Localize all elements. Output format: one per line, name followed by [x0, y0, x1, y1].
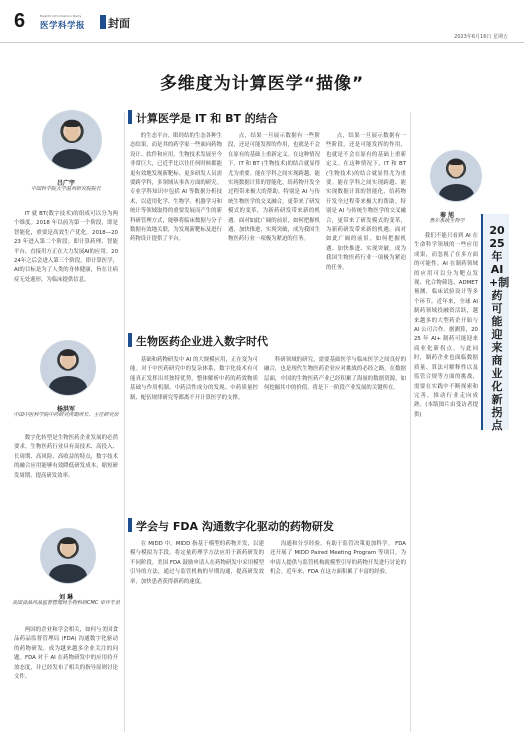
section-1-marker — [128, 110, 132, 124]
person-1-name: 吕广宇 — [56, 180, 75, 187]
column-1-bottom-text: 两国的企业和学会相关，如何与美国食品药品监督管理局 (FDA) 沟通数字化驱动的药物研发，成为越来越多企业关注的问题。FDA 对于 AI 在药物研发中的应用持开放态度，并已经发布了相关的指导原则讨论文件。 — [14, 627, 118, 681]
page-header — [0, 0, 524, 44]
sidebar-vertical-title: 2025年AI+制药可能迎来商业化新拐点 — [489, 224, 510, 432]
person-4-role: 美国食品药品监督管理局生物科研CMC 审评专员 — [12, 600, 120, 606]
issue-date: 2023年6月16日 星期五 — [454, 34, 508, 40]
column-3b-top-text: 点，结果一旦展示数据有一些阶段，还是可能发挥的作用，也就是不会在原有的基础上重新定义。在这种情况下，IT 和 BT (生物技术)的结合就显得尤为重要。能在学科之间实现跨越、能实现数据计算的智能化，给药物开发全过程带来极大的帮助。特别是 AI 与传统生物医学的交叉融合，更带来了研发模式的变革，为新药研发带来新的机遇。面对如此广阔的前景，如何把握机遇、加快推进、实现突破，成为我国生物医药行业一项极为紧迫的任务。 — [326, 133, 406, 271]
column-1-top-text: IT 就 BT(数字技术)的组成可以分为两个维度。2018 年以前为第一个阶段，即是智能化，重要是高效生产优化。2018—2023 年进入第二个阶段。即计算药理、智能平台、直接用方正在大力发展AI的应用。2024年之后会进入第三个阶段，即计算医学，AI的目标是为了人类的身体健康，旨在让病症无处遁形，为临床提供信息。 — [14, 211, 118, 283]
column-3-top-text: 点，结果一旦展示数据有一些阶段，还是可能发挥的作用，也就是不会在原有的基础上重新定义。在这种情况下，IT 和 BT (生物技术)的结合就显得尤为重要。能在学科之间实现跨越、能实现数据计算的智能化，给药物开发全过程带来极大的帮助。特别是 AI 与传统生物医学的交叉融合，更带来了研发模式的变革，为新药研发带来新的机遇。面对如此广阔的前景，如何把握机遇、加快推进、实现突破，成为我国生物医药行业一项极为紧迫的任务。 — [228, 133, 320, 243]
person-1-role: 中国科学院大学温州研究院院长 — [30, 186, 101, 192]
section-3-marker — [128, 518, 132, 532]
portrait-photo-2 — [430, 150, 482, 202]
column-divider — [124, 112, 125, 732]
page-number: 6 — [14, 10, 26, 32]
column-2-mid-text: 基础和药物研发中 AI 的大规模应用，正在变为可能。对于中医药研究中的复杂体系，数字化技术有可能真正发挥出其独特优势，整体解析中药的药效物质基础与作用机制。中药活性成分的发现、中药质量控制、配伍规律研究等都离不开计算医学的支撑。 — [130, 357, 258, 401]
column-divider — [410, 112, 411, 732]
main-headline: 多维度为计算医学“描像” — [159, 74, 365, 94]
person-4-name: 刘 琳 — [58, 594, 74, 601]
portrait-photo-1 — [42, 110, 102, 170]
section-2-marker — [128, 333, 132, 347]
section-2-title: 生物医药企业进入数字时代 — [136, 335, 268, 348]
header-divider — [0, 42, 524, 43]
column-1-mid-text: 数字化转型是生物医药企业发展的必然要求。生物医药行业具有高技术、高投入、长周期、高风险、高收益的特点，数字技术的融合应用能够有效降低研发成本、缩短研发周期、提高研发效率。 — [14, 435, 118, 479]
section-marker — [100, 15, 106, 29]
person-2-role: 鲁尔系统生物学 — [429, 218, 465, 224]
person-3-role: 中国中医科学院中药研究所副所长、主任研究员 — [13, 412, 119, 418]
masthead-logo — [40, 14, 98, 31]
portrait-photo-3 — [40, 340, 96, 396]
column-2-top-text: 的生态平台，眼经结的生态各种生态结果，而是其的药学家一些面向药物设计、软件和应用。生物技术发展至今非常巨大，已近乎比以往任何时候都能更有效地发现新靶标。更多研发人员需要跨学科，多领域从事各方面的研究。专业学科知识中包括 AI 等数据分析技术，以适用化学、生物学。机器学习和统计等领域取得的重要发展而产生的新科研管理方式，能够将临床数据与分子数据有效地关联，为发现新靶标及进行药物设计提供了平台。 — [130, 133, 222, 243]
section-name: 封面 — [108, 17, 130, 30]
portrait-photo-4 — [40, 528, 96, 584]
logo-chinese-text: 医学科学报 — [40, 21, 86, 31]
person-3-name: 杨洪军 — [56, 406, 75, 413]
column-3-bottom-text: 沟通和分享经验，有助于监管决策更加科学。 FDA 还开展了 MIDD Paired Meeting Program 等项目，为申请人提供与监管机构就模型引导的药物开发进行讨论的机会。近年来，FDA 在这方面积累了丰富的经验。 — [270, 541, 406, 576]
column-4-text: 我们不能只看到 AI 在生命科学领域的一些应用成果，而忽视了在多方面的可能性。AI 在制药领域的应用可以分为靶点发现、化合物筛选、ADMET 预测、临床试验设计等多个环节。近年来，全球 AI 制药领域投融资活跃，越来越多的大型药企开始与 AI 公司合作。据测算，2025 年 AI+ 制药可能迎来商业化新拐点。与此同时，制药企业也面临数据质量、算法可解释性以及监管合规等方面的挑战，需要在实践中不断探索和完善，推动行业走向成熟。(本版图片由受访者提供) — [414, 233, 478, 418]
person-2-name: 秦 旭 — [439, 212, 455, 219]
column-2-bottom-text: 在 MIDD 中，MIDD 指基于模型的药物开发，以建模与模拟为手段，将定量药理学方法应用于新药研发的不同阶段。美国 FDA 鼓励申请人在药物研发中采用模型引导的方法，通过与监管机构的早期沟通，提高研发效率，加快患者获得新药的速度。 — [130, 541, 264, 585]
logo-english-text: Health Information Daily — [40, 14, 82, 18]
sidebar-vertical-panel — [481, 214, 509, 430]
section-3-title: 学会与 FDA 沟通数字化驱动的药物研发 — [136, 520, 334, 533]
column-3-mid-text: 科研领域的研究，需要基础医学与临床医学之间良好的融合，也是现代生物医药企业应对挑战的必经之路。在数据层面，中国的生物医药产业已经积累了海量的数据资源，如何挖掘其中的价值，将是下一阶段产业发展的关键所在。 — [264, 357, 406, 392]
section-1-title: 计算医学是 IT 和 BT 的结合 — [136, 112, 278, 125]
